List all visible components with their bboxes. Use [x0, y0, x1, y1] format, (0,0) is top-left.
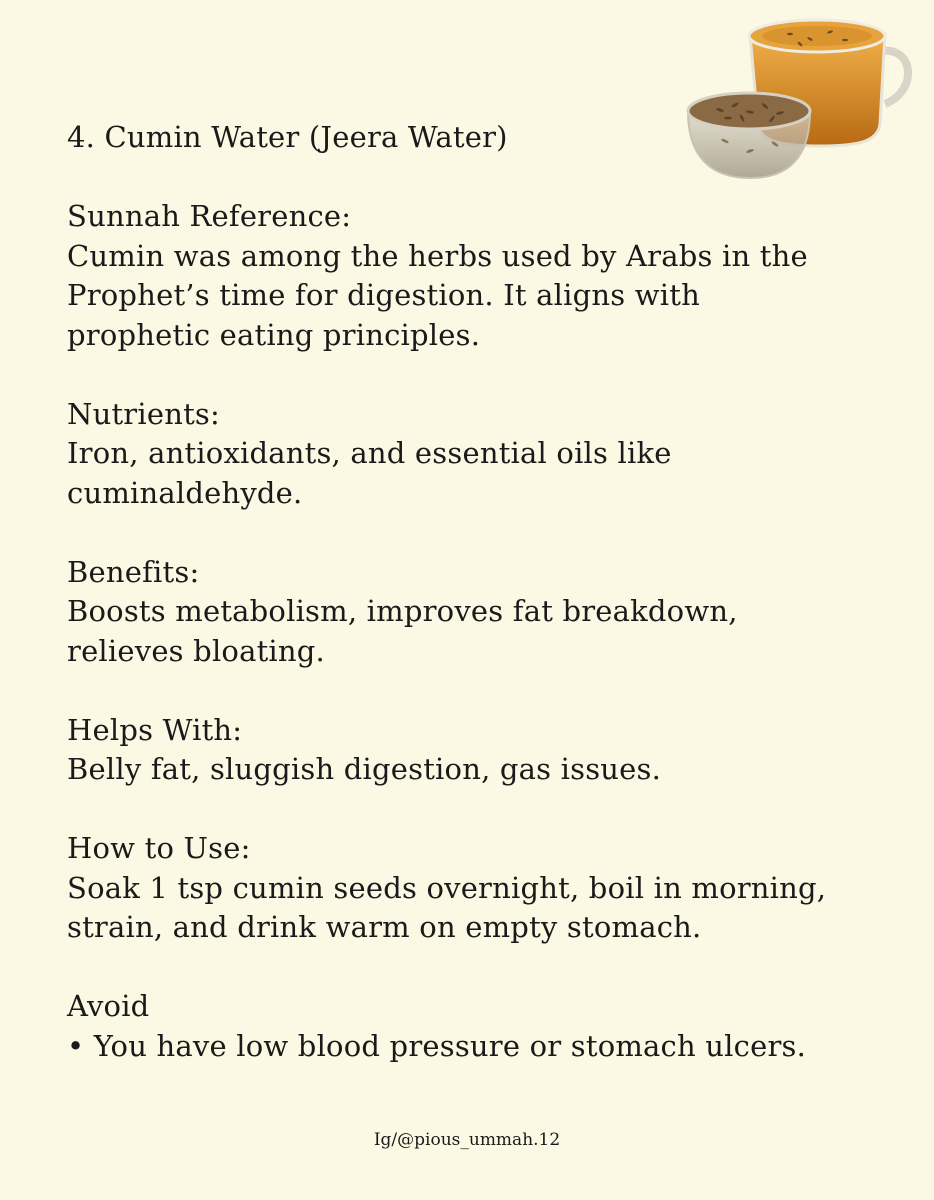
- section-text: Prophet’s time for digestion. It aligns with: [67, 278, 700, 312]
- section-heading: Benefits:: [67, 554, 200, 589]
- section-heading: Helps With:: [67, 712, 243, 747]
- section-text: strain, and drink warm on empty stomach.: [67, 910, 702, 944]
- section-text: Belly fat, sluggish digestion, gas issues.: [67, 752, 662, 786]
- section-heading: Nutrients:: [67, 396, 220, 431]
- section-text: Iron, antioxidants, and essential oils like: [67, 436, 672, 470]
- footer-handle: Ig/@pious_ummah.12: [373, 1130, 561, 1150]
- section-text: prophetic eating principles.: [67, 317, 481, 352]
- section-text: Cumin was among the herbs used by Arabs in the: [67, 238, 808, 273]
- article-title: 4. Cumin Water (Jeera Water): [67, 120, 508, 154]
- article-body: [67, 118, 897, 1066]
- section-text: Boosts metabolism, improves fat breakdown,: [67, 594, 738, 628]
- section-text: relieves bloating.: [67, 633, 325, 668]
- section-heading: Sunnah Reference:: [67, 199, 352, 233]
- section-text: cuminaldehyde.: [67, 475, 303, 510]
- section-text: Soak 1 tsp cumin seeds overnight, boil in morning,: [67, 870, 827, 905]
- section-text: • You have low blood pressure or stomach ulcers.: [67, 1028, 807, 1063]
- section-heading: Avoid: [67, 989, 150, 1023]
- section-heading: How to Use:: [67, 831, 251, 865]
